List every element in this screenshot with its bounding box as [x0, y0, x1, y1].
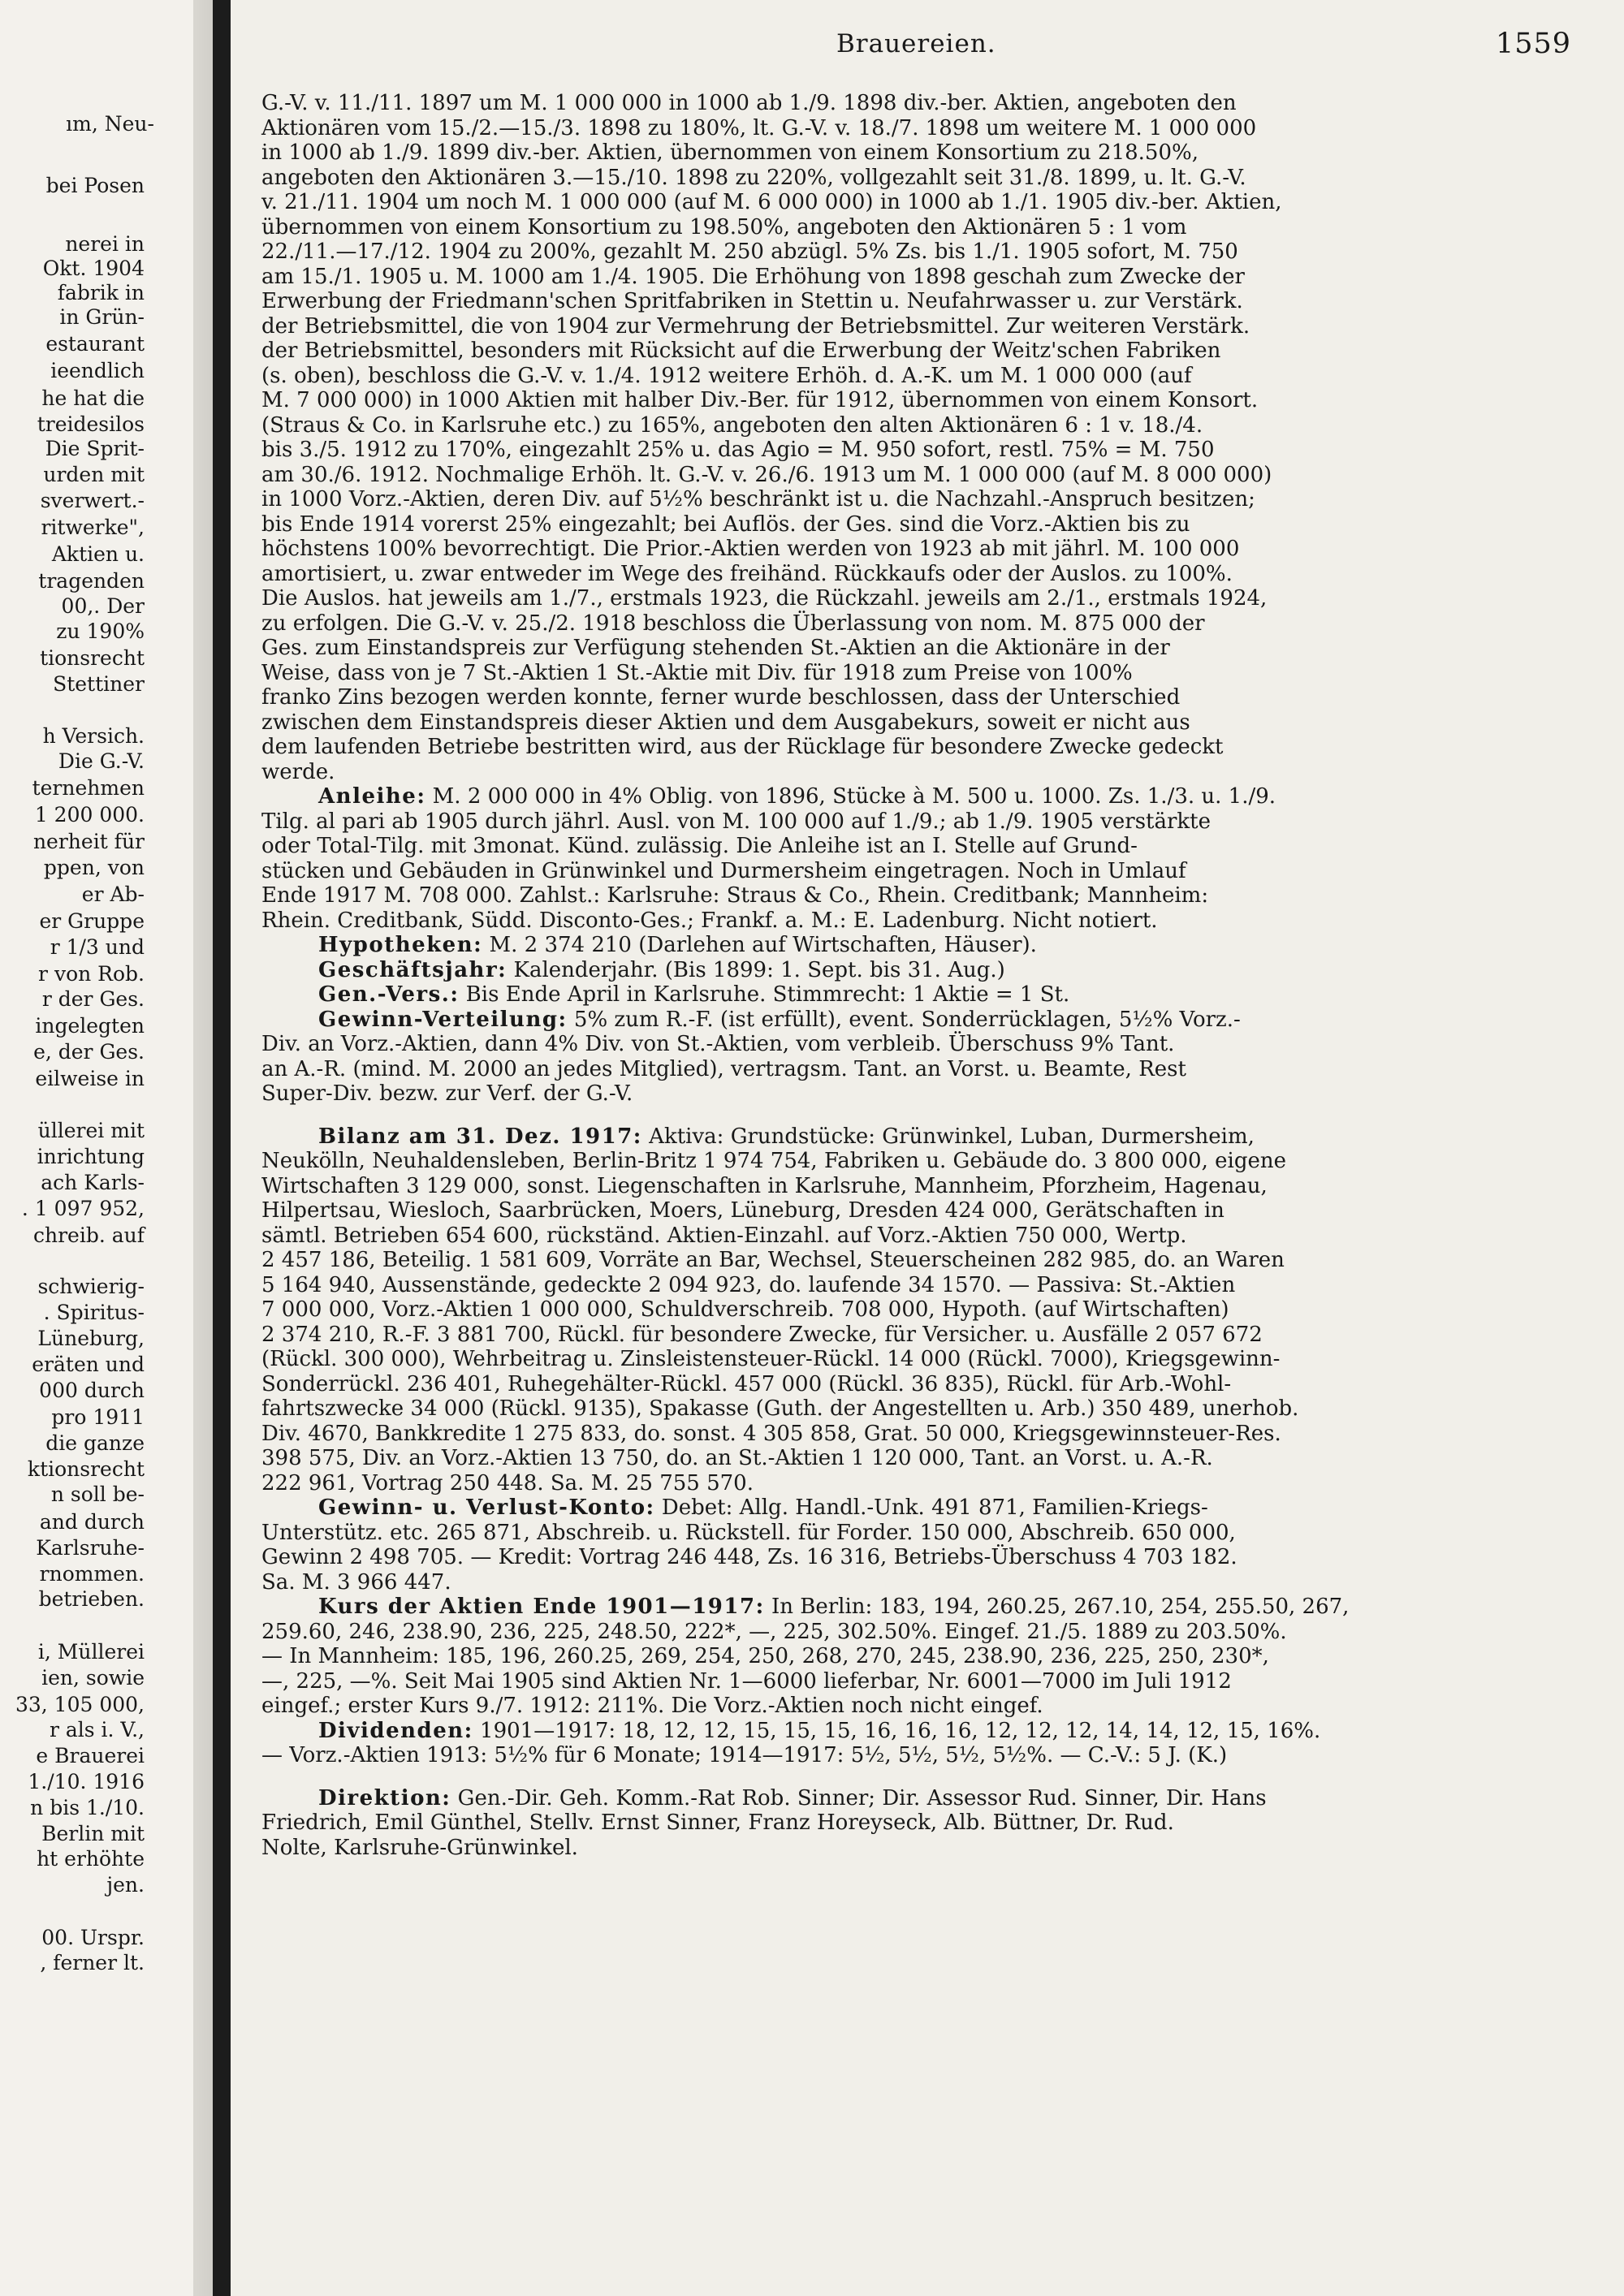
line-text: am 30./6. 1912. Nochmalige Erhöh. lt. G.-V. v. 26./6. 1913 um M. 1 000 000 (auf M. 8 000 000)	[261, 462, 1272, 487]
text-line	[261, 364, 1575, 389]
left-fragment-line: treidesilos	[37, 412, 145, 436]
left-fragment-line: , ferner lt.	[40, 1951, 145, 1974]
text-line	[261, 91, 1575, 116]
line-text: Bis Ende April in Karlsruhe. Stimmrecht: 1 Aktie = 1 St.	[459, 982, 1070, 1007]
text-line	[261, 685, 1575, 710]
left-fragment-line: rnommen.	[39, 1562, 145, 1586]
text-line	[261, 859, 1575, 884]
text-line	[261, 314, 1575, 339]
page-header-title: Brauereien.	[836, 29, 996, 58]
text-line	[261, 537, 1575, 562]
line-text: Sa. M. 3 966 447.	[261, 1569, 451, 1595]
left-fragment-line: . Spiritus-	[43, 1301, 145, 1324]
text-line	[261, 512, 1575, 537]
text-line	[261, 1396, 1575, 1422]
line-text: Gewinn 2 498 705. — Kredit: Vortrag 246 448, Zs. 16 316, Betriebs-Überschuss 4 703 182.	[261, 1545, 1237, 1569]
left-fragment-line: 000 durch	[39, 1379, 145, 1402]
section-line	[261, 784, 1575, 809]
line-text: — Vorz.-Aktien 1913: 5½% für 6 Monate; 1914—1917: 5½, 5½, 5½, 5½%. — C.-V.: 5 J. (K.)	[261, 1743, 1228, 1767]
line-text: Die Auslos. hat jeweils am 1./7., erstmals 1923, die Rückzahl. jeweils am 2./1., erstmals 1924,	[261, 586, 1268, 611]
left-fragment-line: i, Müllerei	[37, 1640, 145, 1664]
line-text: Rhein. Creditbank, Südd. Disconto-Ges.; Frankf. a. M.: E. Ladenburg. Nicht notiert.	[261, 908, 1158, 933]
left-fragment-line: bei Posen	[45, 174, 145, 197]
left-fragment-line: 1 200 000.	[34, 803, 145, 826]
left-fragment-line: Lüneburg,	[37, 1327, 145, 1350]
line-text: 2 457 186, Beteilig. 1 581 609, Vorräte an Bar, Wechsel, Steuerscheinen 282 985, do. an Waren	[261, 1248, 1285, 1272]
left-fragment-line: zu 190%	[56, 619, 145, 643]
line-text: dem laufenden Betriebe bestritten wird, aus der Rücklage für besondere Zwecke gedeckt	[261, 735, 1224, 759]
text-line	[261, 388, 1575, 413]
line-text: G.-V. v. 11./11. 1897 um M. 1 000 000 in 1000 ab 1./9. 1898 div.-ber. Aktien, angeboten den	[261, 91, 1237, 115]
line-text: 7 000 000, Vorz.-Aktien 1 000 000, Schuldverschreib. 708 000, Hypoth. (auf Wirtschaften)	[261, 1297, 1229, 1322]
text-line	[261, 1644, 1575, 1669]
line-text: M. 2 000 000 in 4% Oblig. von 1896, Stücke à M. 500 u. 1000. Zs. 1./3. u. 1./9.	[425, 784, 1276, 809]
text-line	[261, 908, 1575, 934]
line-text: bis Ende 1914 vorerst 25% eingezahlt; bei Auflös. der Ges. sind die Vorz.-Aktien bis zu	[261, 511, 1190, 537]
left-fragment-line: betrieben.	[38, 1587, 145, 1611]
line-text: höchstens 100% bevorrechtigt. Die Prior.-Aktien werden von 1923 ab mit jährl. M. 100 000	[261, 537, 1240, 561]
text-line	[261, 190, 1575, 215]
line-text: eingef.; erster Kurs 9./7. 1912: 211%. Die Vorz.-Aktien noch nicht eingef.	[261, 1694, 1043, 1718]
text-line	[261, 140, 1575, 166]
line-text: 398 575, Div. an Vorz.-Aktien 13 750, do. an St.-Aktien 1 120 000, Tant. an Vorst. u. A.-R.	[261, 1446, 1213, 1470]
text-line	[261, 636, 1575, 661]
line-text: Ges. zum Einstandspreis zur Verfügung stehenden St.-Aktien an die Aktionäre in der	[261, 636, 1170, 660]
line-text: In Berlin: 183, 194, 260.25, 267.10, 254, 255.50, 267,	[764, 1595, 1350, 1619]
main-page	[244, 0, 1624, 2296]
line-text: M. 7 000 000) in 1000 Aktien mit halber Div.-Ber. für 1912, übernommen von einem Konsort.	[261, 388, 1259, 412]
line-text: Super-Div. bezw. zur Verf. der G.-V.	[261, 1081, 633, 1106]
line-text: Sonderrückl. 236 401, Ruhegehälter-Rückl. 457 000 (Rückl. 36 835), Rückl. für Arb.-Wohl-	[261, 1371, 1232, 1396]
left-fragment-line: ternehmen	[32, 776, 145, 800]
text-line	[261, 1446, 1575, 1471]
text-line	[261, 1057, 1575, 1082]
left-fragment-line: schwierig-	[37, 1275, 145, 1298]
section-line	[261, 1719, 1575, 1744]
text-line	[261, 265, 1575, 290]
left-fragment-line: 00. Urspr.	[41, 1926, 145, 1949]
line-text: übernommen von einem Konsortium zu 198.50%, angeboten den Aktionären 5 : 1 vom	[261, 214, 1187, 240]
text-line	[261, 1081, 1575, 1107]
line-text: (s. oben), beschloss die G.-V. v. 1./4. 1912 weitere Erhöh. d. A.-K. um M. 1 000 000 (auf	[261, 363, 1192, 388]
left-fragment-line: ım, Neu-	[66, 112, 154, 136]
left-fragment-line: ritwerke",	[41, 516, 145, 539]
text-line	[261, 116, 1575, 141]
left-fragment-line: inrichtung	[37, 1145, 145, 1168]
section-line	[261, 1595, 1575, 1620]
left-fragment-line: ien, sowie	[41, 1666, 145, 1690]
text-line	[261, 487, 1575, 512]
left-fragment-line: chreib. auf	[33, 1224, 145, 1247]
line-text: (Rückl. 300 000), Wehrbeitrag u. Zinsleistensteuer-Rückl. 14 000 (Rückl. 7000), Kriegsgewinn-	[261, 1347, 1281, 1371]
line-text: 5 164 940, Aussenstände, gedeckte 2 094 923, do. laufende 34 1570. — Passiva: St.-Aktien	[261, 1272, 1236, 1297]
line-text: stücken und Gebäuden in Grünwinkel und Durmersheim eingetragen. Noch in Umlauf	[261, 858, 1186, 883]
page-number: 1559	[1496, 28, 1572, 60]
left-fragment-line: Karlsruhe-	[36, 1536, 145, 1560]
left-fragment-line: e Brauerei	[36, 1744, 145, 1767]
line-text: in 1000 Vorz.-Aktien, deren Div. auf 5½% beschränkt ist u. die Nachzahl.-Anspruch besitzen;	[261, 487, 1255, 511]
left-fragment-line: h Versich.	[42, 724, 145, 748]
text-line	[261, 809, 1575, 835]
text-line	[261, 1545, 1575, 1570]
left-fragment-line: Aktien u.	[51, 542, 145, 566]
line-text: Hilpertsau, Wiesloch, Saarbrücken, Moers, Lüneburg, Dresden 424 000, Gerätschaften in	[261, 1198, 1224, 1223]
text-line	[261, 834, 1575, 859]
left-fragment-line: Berlin mit	[41, 1822, 145, 1845]
text-line	[261, 1422, 1575, 1447]
left-fragment-line: eilweise in	[35, 1067, 145, 1090]
text-line	[261, 760, 1575, 785]
text-line	[261, 1224, 1575, 1249]
left-fragment-line: Die G.-V.	[58, 749, 145, 773]
left-fragment-line: n bis 1./10.	[30, 1796, 145, 1819]
line-text: zwischen dem Einstandspreis dieser Aktien und dem Ausgabekurs, soweit er nicht aus	[261, 710, 1190, 735]
text-line	[261, 1297, 1575, 1323]
text-line	[261, 586, 1575, 611]
section-label: Hypotheken:	[318, 933, 483, 957]
line-text: 5% zum R.-F. (ist erfüllt), event. Sonderrücklagen, 5½% Vorz.-	[567, 1007, 1241, 1032]
section-label: Geschäftsjahr:	[318, 957, 508, 982]
section-line	[261, 982, 1575, 1008]
line-text: amortisiert, u. zwar entweder im Wege des freihänd. Rückkaufs oder der Auslos. zu 100%.	[261, 561, 1233, 586]
left-fragment-line: üllerei mit	[37, 1119, 145, 1142]
text-line	[261, 1323, 1575, 1348]
line-text: 2 374 210, R.-F. 3 881 700, Rückl. für besondere Zwecke, für Versicher. u. Ausfälle 2 057 672	[261, 1322, 1263, 1347]
line-text: Ende 1917 M. 708 000. Zahlst.: Karlsruhe: Straus & Co., Rhein. Creditbank; Mannheim:	[261, 883, 1209, 908]
section-label: Dividenden:	[318, 1718, 473, 1743]
line-text: der Betriebsmittel, besonders mit Rücksicht auf die Erwerbung der Weitz'schen Fabriken	[261, 339, 1221, 363]
text-line	[261, 1273, 1575, 1298]
line-text: Nolte, Karlsruhe-Grünwinkel.	[261, 1835, 578, 1860]
text-line	[261, 1669, 1575, 1694]
section-label: Gen.-Vers.:	[318, 982, 460, 1007]
left-fragment-line: er Gruppe	[39, 909, 145, 933]
line-text: v. 21./11. 1904 um noch M. 1 000 000 (auf M. 6 000 000) in 1000 ab 1./1. 1905 div.-ber. Aktien,	[261, 190, 1282, 214]
section-label: Gewinn-Verteilung:	[318, 1007, 568, 1032]
text-line	[261, 166, 1575, 191]
line-text: Unterstütz. etc. 265 871, Abschreib. u. Rückstell. für Forder. 150 000, Abschreib. 650 000,	[261, 1520, 1236, 1545]
left-fragment-line: die ganze	[45, 1431, 145, 1455]
left-fragment-line: ach Karls-	[41, 1171, 145, 1194]
left-fragment-line: 1./10. 1916	[28, 1770, 145, 1793]
line-text: Friedrich, Emil Günthel, Stellv. Ernst Sinner, Franz Horeyseck, Alb. Büttner, Dr. Rud.	[261, 1810, 1174, 1835]
text-line	[261, 438, 1575, 463]
left-fragment-line: urden mit	[43, 463, 145, 486]
section-label: Anleihe:	[318, 784, 426, 809]
line-text: (Straus & Co. in Karlsruhe etc.) zu 165%, angeboten den alten Aktionären 6 : 1 v. 18./4.	[261, 412, 1203, 438]
line-text: der Betriebsmittel, die von 1904 zur Vermehrung der Betriebsmittel. Zur weiteren Verstärk.	[261, 313, 1250, 339]
left-fragment-line: nerheit für	[32, 830, 145, 853]
section-label: Direktion:	[318, 1785, 451, 1810]
left-fragment-line: he hat die	[41, 386, 145, 410]
section-line	[261, 1008, 1575, 1033]
left-fragment-line: ktionsrecht	[27, 1457, 145, 1481]
line-text: in 1000 ab 1./9. 1899 div.-ber. Aktien, übernommen von einem Konsortium zu 218.50%,	[261, 140, 1199, 165]
line-text: angeboten den Aktionären 3.—15./10. 1898 zu 220%, vollgezahlt seit 31./8. 1899, u. lt. G.-V.	[261, 165, 1246, 190]
line-text: Tilg. al pari ab 1905 durch jährl. Ausl. von M. 100 000 auf 1./9.; ab 1./9. 1905 verstärkte	[261, 809, 1212, 834]
left-fragment-line: e, der Ges.	[33, 1040, 145, 1064]
left-fragment-line: ieendlich	[50, 359, 145, 382]
left-fragment-line: in Grün-	[59, 305, 145, 329]
text-line	[261, 240, 1575, 265]
text-line	[261, 1836, 1575, 1861]
section-line	[261, 1786, 1575, 1811]
line-text: Wirtschaften 3 129 000, sonst. Liegenschaften in Karlsruhe, Mannheim, Pforzheim, Hagenau,	[261, 1173, 1268, 1198]
line-text: 259.60, 246, 238.90, 236, 225, 248.50, 222*, —, 225, 302.50%. Eingef. 21./5. 1889 zu 203.50%.	[261, 1619, 1287, 1644]
left-fragment-line: 33, 105 000,	[15, 1693, 145, 1716]
left-fragment-line: ingelegten	[35, 1014, 145, 1038]
line-text: fahrtszwecke 34 000 (Rückl. 9135), Spakasse (Guth. der Angestellten u. Arb.) 350 489, unerhob.	[261, 1396, 1299, 1421]
line-text: Neukölln, Neuhaldensleben, Berlin-Britz 1 974 754, Fabriken u. Gebäude do. 3 800 000, eigene	[261, 1149, 1286, 1173]
left-fragment-line: r als i. V.,	[49, 1718, 145, 1741]
text-line	[261, 710, 1575, 736]
text-line	[261, 1174, 1575, 1199]
left-page-fragment	[0, 0, 193, 2296]
left-fragment-line: r von Rob.	[38, 962, 145, 986]
book-gutter	[213, 0, 231, 2296]
line-text: franko Zins bezogen werden konnte, ferner wurde beschlossen, dass der Unterschied	[261, 685, 1181, 710]
text-line	[261, 463, 1575, 488]
text-line	[261, 1694, 1575, 1719]
section-label: Gewinn- u. Verlust-Konto:	[318, 1495, 655, 1520]
left-fragment-line: jen.	[106, 1873, 145, 1897]
section-label: Bilanz am 31. Dez. 1917:	[318, 1124, 642, 1149]
left-fragment-line: r der Ges.	[41, 987, 145, 1011]
left-fragment-line: eräten und	[32, 1353, 145, 1376]
left-fragment-line: fabrik in	[57, 281, 145, 304]
text-line	[261, 1248, 1575, 1273]
line-text: 22./11.—17./12. 1904 zu 200%, gezahlt M. 250 abzügl. 5% Zs. bis 1./1. 1905 sofort, M. 750	[261, 240, 1238, 264]
text-line	[261, 1471, 1575, 1496]
section-line	[261, 958, 1575, 983]
line-text: — In Mannheim: 185, 196, 260.25, 269, 254, 250, 268, 270, 245, 238.90, 236, 225, 250, 230*,	[261, 1644, 1269, 1668]
left-fragment-line: tionsrecht	[40, 646, 145, 670]
line-text: Aktiva: Grundstücke: Grünwinkel, Luban, Durmersheim,	[641, 1124, 1255, 1149]
left-fragment-line: n soll be-	[50, 1482, 145, 1506]
line-text: an A.-R. (mind. M. 2000 an jedes Mitglied), vertragsm. Tant. an Vorst. u. Beamte, Rest	[261, 1056, 1186, 1081]
section-line	[261, 933, 1575, 958]
left-fragment-line: . 1 097 952,	[21, 1197, 145, 1220]
line-text: 222 961, Vortrag 250 448. Sa. M. 25 755 570.	[261, 1470, 754, 1495]
left-fragment-line: nerei in	[65, 232, 145, 256]
left-fragment-line: ht erhöhte	[37, 1847, 145, 1871]
text-line	[261, 339, 1575, 364]
text-line	[261, 1521, 1575, 1546]
line-text: M. 2 374 210 (Darlehen auf Wirtschaften, Häuser).	[482, 933, 1037, 957]
line-text: Gen.-Dir. Geh. Komm.-Rat Rob. Sinner; Dir. Assessor Rud. Sinner, Dir. Hans	[451, 1785, 1267, 1810]
line-text: Weise, dass von je 7 St.-Aktien 1 St.-Aktie mit Div. für 1918 zum Preise von 100%	[261, 660, 1133, 685]
line-text: Div. 4670, Bankkredite 1 275 833, do. sonst. 4 305 858, Grat. 50 000, Kriegsgewinnsteuer-Res.	[261, 1421, 1281, 1446]
text-line	[261, 215, 1575, 240]
text-line	[261, 661, 1575, 686]
text-line	[261, 735, 1575, 760]
left-fragment-line: and durch	[39, 1510, 145, 1534]
text-line	[261, 1149, 1575, 1174]
line-text: werde.	[261, 759, 335, 784]
line-text: sämtl. Betrieben 654 600, rückständ. Aktien-Einzahl. auf Vorz.-Aktien 750 000, Wertp.	[261, 1223, 1187, 1248]
section-line	[261, 1124, 1575, 1150]
text-line	[261, 1743, 1575, 1768]
left-fragment-line: estaurant	[45, 332, 145, 356]
text-line	[261, 1198, 1575, 1224]
section-line	[261, 1495, 1575, 1521]
text-line	[261, 1810, 1575, 1836]
document-body	[261, 91, 1575, 1860]
line-text: zu erfolgen. Die G.-V. v. 25./2. 1918 beschloss die Überlassung von nom. M. 875 000 der	[261, 611, 1205, 636]
left-fragment-line: 00,. Der	[61, 594, 145, 618]
left-fragment-line: tragenden	[38, 569, 145, 593]
line-text: Debet: Allg. Handl.-Unk. 491 871, Familien-Kriegs-	[654, 1495, 1208, 1520]
left-fragment-line: ppen, von	[43, 856, 145, 879]
line-text: oder Total-Tilg. mit 3monat. Künd. zulässig. Die Anleihe ist an I. Stelle auf Grund-	[261, 834, 1138, 858]
text-line	[261, 1032, 1575, 1057]
line-text: Kalenderjahr. (Bis 1899: 1. Sept. bis 31. Aug.)	[507, 957, 1005, 982]
left-fragment-line: Okt. 1904	[42, 257, 145, 280]
line-text: —, 225, —%. Seit Mai 1905 sind Aktien Nr. 1—6000 lieferbar, Nr. 6001—7000 im Juli 1912	[261, 1668, 1232, 1694]
text-line	[261, 562, 1575, 587]
line-text: Div. an Vorz.-Aktien, dann 4% Div. von St.-Aktien, vom verbleib. Überschuss 9% Tant.	[261, 1032, 1175, 1056]
left-fragment-line: sverwert.-	[40, 489, 145, 512]
text-line	[261, 1372, 1575, 1397]
line-text: Erwerbung der Friedmann'schen Spritfabriken in Stettin u. Neufahrwasser u. zur Verstärk.	[261, 289, 1243, 313]
line-text: Aktionären vom 15./2.—15./3. 1898 zu 180%, lt. G.-V. v. 18./7. 1898 um weitere M. 1 000 000	[261, 115, 1257, 140]
left-fragment-line: Stettiner	[53, 672, 145, 696]
text-line	[261, 289, 1575, 314]
left-fragment-line: r 1/3 und	[50, 935, 145, 959]
section-label: Kurs der Aktien Ende 1901—1917:	[318, 1595, 765, 1619]
line-text: 1901—1917: 18, 12, 12, 15, 15, 15, 16, 16, 16, 12, 12, 12, 14, 14, 12, 15, 16%.	[473, 1718, 1321, 1743]
text-line	[261, 1347, 1575, 1372]
text-line	[261, 413, 1575, 438]
left-fragment-line: Die Sprit-	[45, 437, 145, 460]
left-fragment-line: pro 1911	[51, 1405, 145, 1429]
left-fragment-line: er Ab-	[81, 883, 145, 906]
text-line	[261, 883, 1575, 908]
line-text: am 15./1. 1905 u. M. 1000 am 1./4. 1905. Die Erhöhung von 1898 geschah zum Zwecke der	[261, 264, 1245, 289]
text-line	[261, 1620, 1575, 1645]
text-line	[261, 611, 1575, 637]
text-line	[261, 1570, 1575, 1595]
line-text: bis 3./5. 1912 zu 170%, eingezahlt 25% u. das Agio = M. 950 sofort, restl. 75% = M. 750	[261, 438, 1215, 462]
